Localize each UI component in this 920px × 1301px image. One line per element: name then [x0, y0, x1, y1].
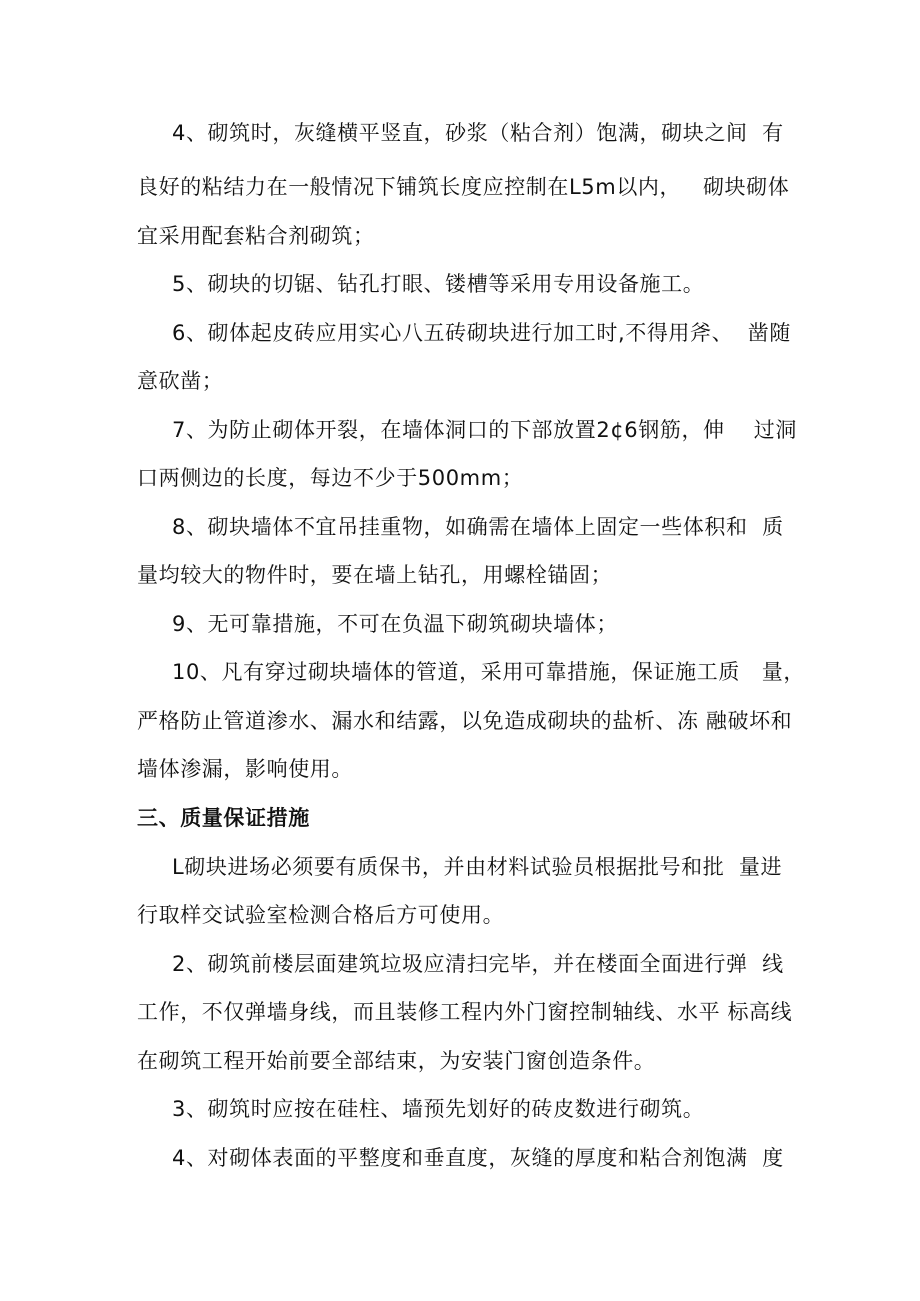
paragraph-9-line-1: 2、砌筑前楼层面建筑垃圾应清扫完毕，并在楼面全面进行弹 线 [172, 952, 784, 976]
paragraph-10-line-1: 3、砌筑时应按在硅柱、墙预先划好的砖皮数进行砌筑。 [172, 1097, 705, 1121]
section-heading: 三、质量保证措施 [137, 806, 310, 830]
paragraph-8-line-1: L砌块进场必须要有质保书，并由材料试验员根据批号和批 量进 [172, 855, 783, 879]
paragraph-5-line-2: 量均较大的物件时，要在墙上钻孔，用螺栓锚固； [137, 563, 613, 587]
paragraph-3-line-1: 6、砌体起皮砖应用实心八五砖砌块进行加工时,不得用斧、 凿随 [172, 321, 791, 345]
paragraph-1-line-1: 4、砌筑时，灰缝横平竖直，砂浆（粘合剂）饱满，砌块之间 有 [172, 121, 784, 145]
paragraph-7-line-3: 墙体渗漏，影响使用。 [137, 757, 353, 781]
paragraph-11-line-1: 4、对砌体表面的平整度和垂直度，灰缝的厚度和粘合剂饱满 度 [172, 1146, 784, 1170]
paragraph-4-line-2: 口两侧边的长度，每边不少于500mm； [137, 466, 524, 490]
paragraph-9-line-3: 在砌筑工程开始前要全部结束，为安装门窗创造条件。 [137, 1049, 656, 1073]
paragraph-8-line-2: 行取样交试验室检测合格后方可使用。 [137, 903, 505, 927]
paragraph-1-line-3: 宜采用配套粘合剂砌筑； [137, 224, 375, 248]
paragraph-7-line-2: 严格防止管道渗水、漏水和结露，以免造成砌块的盐析、冻 融破坏和 [137, 709, 793, 733]
paragraph-2-line-1: 5、砌块的切锯、钻孔打眼、镂槽等采用专用设备施工。 [172, 272, 705, 296]
paragraph-5-line-1: 8、砌块墙体不宜吊挂重物，如确需在墙体上固定一些体积和 质 [172, 515, 784, 539]
paragraph-7-line-1: 10、凡有穿过砌块墙体的管道，采用可靠措施，保证施工质 量， [172, 660, 805, 684]
paragraph-9-line-2: 工作，不仅弹墙身线，而且装修工程内外门窗控制轴线、水平 标高线 [137, 1000, 793, 1024]
paragraph-4-line-1: 7、为防止砌体开裂，在墙体洞口的下部放置2¢6钢筋，伸 过洞 [172, 418, 797, 442]
paragraph-6-line-1: 9、无可靠措施，不可在负温下砌筑砌块墙体； [172, 612, 618, 636]
paragraph-1-line-2: 良好的粘结力在一般情况下铺筑长度应控制在L5m以内， 砌块砌体 [137, 175, 790, 199]
paragraph-3-line-2: 意砍凿； [137, 369, 224, 393]
